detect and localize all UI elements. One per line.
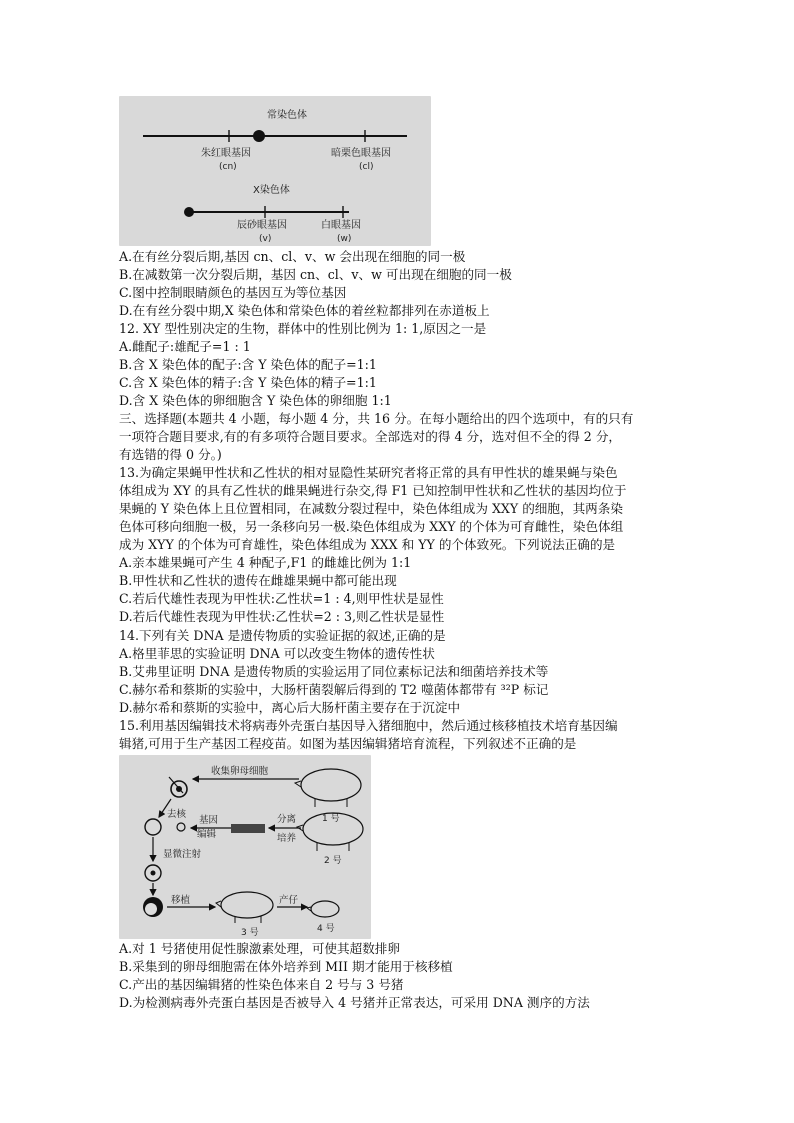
label-culture: 培养 bbox=[277, 833, 297, 844]
q11-option-d: D.在有丝分裂中期,X 染色体和常染色体的着丝粒都排列在赤道板上 bbox=[119, 303, 490, 318]
autosome-centromere bbox=[253, 130, 265, 142]
q12-option-c: C.含 X 染色体的精子:含 Y 染色体的精子=1:1 bbox=[119, 375, 377, 390]
q15-option-c: C.产出的基因编辑猪的性染色体来自 2 号与 3 号猪 bbox=[119, 977, 404, 992]
q12-option-a: A.雌配子:雄配子=1 : 1 bbox=[119, 339, 251, 354]
q11-option-c: C.图中控制眼睛颜色的基因互为等位基因 bbox=[119, 285, 347, 300]
label-birth: 产仔 bbox=[279, 895, 299, 906]
q13-stem-line-2: 体组成为 XY 的具有乙性状的雌果蝇进行杂交,得 F1 已知控制甲性状和乙性状的基因均位于 bbox=[119, 483, 627, 498]
cl-gene-name: 暗栗色眼基因 bbox=[331, 148, 391, 159]
q13-stem-line-4: 色体可移向细胞一极，另一条移向另一极.染色体组成为 XXY 的个体为可育雌性，染色体组 bbox=[119, 519, 624, 534]
label-transplant: 移植 bbox=[171, 895, 191, 906]
q14-stem: 14.下列有关 DNA 是遗传物质的实验证据的叙述,正确的是 bbox=[119, 628, 446, 643]
q15-stem-line-2: 辑猪,可用于生产基因工程疫苗。如图为基因编辑猪培育流程，下列叙述不正确的是 bbox=[119, 736, 577, 751]
label-edit: 编辑 bbox=[197, 829, 217, 840]
label-microinjection: 显微注射 bbox=[163, 849, 202, 860]
q13-option-c: C.若后代雄性表现为甲性状:乙性状=1 : 4,则甲性状是显性 bbox=[119, 591, 444, 606]
label-enucleate: 去核 bbox=[167, 809, 187, 820]
x-centromere bbox=[184, 207, 194, 217]
q14-option-d: D.赫尔希和蔡斯的实验中，离心后大肠杆菌主要存在于沉淀中 bbox=[119, 700, 461, 715]
q14-option-c: C.赫尔希和蔡斯的实验中，大肠杆菌裂解后得到的 T2 噬菌体都带有 ³²P 标记 bbox=[119, 682, 549, 697]
q15-stem-line-1: 15.利用基因编辑技术将病毒外壳蛋白基因导入猪细胞中，然后通过核移植技术培育基因编 bbox=[119, 718, 618, 733]
enucleated-oocyte-icon bbox=[145, 819, 161, 835]
label-pig-2: 2 号 bbox=[324, 856, 342, 866]
q13-option-d: D.若后代雄性表现为甲性状:乙性状=2 : 3,则乙性状是显性 bbox=[119, 609, 445, 624]
label-pig-3: 3 号 bbox=[241, 928, 259, 938]
section3-line-2: 一项符合题目要求,有的有多项符合题目要求。全部选对的得 4 分，选对但不全的得 2 分， bbox=[119, 429, 622, 444]
section3-line-1: 三、选择题(本题共 4 小题，每小题 4 分，共 16 分。在每小题给出的四个选项中，有的只有 bbox=[119, 411, 634, 426]
pig-1-icon bbox=[295, 769, 361, 807]
q13-option-a: A.亲本雄果蝇可产生 4 种配子,F1 的雌雄比例为 1:1 bbox=[119, 555, 412, 570]
q13-stem-line-3: 果蝇的 Y 染色体上且位置相同，在减数分裂过程中，染色体组成为 XXY 的细胞，其两条染 bbox=[119, 501, 623, 516]
label-collect-oocytes: 收集卵母细胞 bbox=[211, 766, 269, 777]
q12-stem: 12. XY 型性别决定的生物，群体中的性别比例为 1: 1,原因之一是 bbox=[119, 321, 487, 336]
cn-gene-symbol: (cn) bbox=[219, 162, 237, 172]
label-pig-1: 1 号 bbox=[322, 814, 340, 824]
q11-option-a: A.在有丝分裂后期,基因 cn、cl、v、w 会出现在细胞的同一极 bbox=[119, 249, 466, 264]
label-pig-4: 4 号 bbox=[317, 924, 335, 934]
q13-option-b: B.甲性状和乙性状的遗传在雌雄果蝇中都可能出现 bbox=[119, 573, 397, 588]
q12-option-b: B.含 X 染色体的配子:含 Y 染色体的配子=1:1 bbox=[119, 357, 377, 372]
q15-option-d: D.为检测病毒外壳蛋白基因是否被导入 4 号猪并正常表达，可采用 DNA 测序的方法 bbox=[119, 995, 590, 1010]
label-gene: 基因 bbox=[199, 815, 219, 826]
chromosome-gene-map bbox=[119, 96, 431, 246]
w-gene-symbol: (w) bbox=[337, 234, 352, 244]
v-gene-name: 辰砂眼基因 bbox=[237, 220, 287, 231]
edited-cell-icon bbox=[177, 823, 185, 831]
q13-stem-line-5: 成为 XYY 的个体为可育雄性，染色体组成为 XXX 和 YY 的个体致死。下列说法正确的是 bbox=[119, 537, 616, 552]
cn-gene-name: 朱红眼基因 bbox=[201, 148, 251, 159]
cl-gene-symbol: (cl) bbox=[359, 162, 374, 172]
q14-option-a: A.格里菲思的实验证明 DNA 可以改变生物体的遗传性状 bbox=[119, 646, 435, 661]
q14-option-b: B.艾弗里证明 DNA 是遗传物质的实验运用了同位素标记法和细菌培养技术等 bbox=[119, 664, 549, 679]
pig-3-icon bbox=[216, 892, 273, 923]
q13-stem-line-1: 13.为确定果蝇甲性状和乙性状的相对显隐性某研究者将正常的具有甲性状的雄果蝇与染色 bbox=[119, 465, 618, 480]
v-gene-symbol: (v) bbox=[259, 234, 272, 244]
pig-4-icon bbox=[307, 901, 339, 917]
q15-option-b: B.采集到的卵母细胞需在体外培养到 MII 期才能用于核移植 bbox=[119, 959, 453, 974]
gene-construct-icon bbox=[231, 824, 265, 833]
section3-line-3: 有选错的得 0 分。) bbox=[119, 447, 222, 462]
autosome-title: 常染色体 bbox=[267, 110, 307, 121]
w-gene-name: 白眼基因 bbox=[321, 220, 361, 231]
x-chromosome-title: X染色体 bbox=[253, 185, 290, 196]
q15-option-a: A.对 1 号猪使用促性腺激素处理，可使其超数排卵 bbox=[119, 941, 400, 956]
q11-option-b: B.在减数第一次分裂后期，基因 cn、cl、v、w 可出现在细胞的同一极 bbox=[119, 267, 512, 282]
pig-breeding-flowchart bbox=[119, 755, 371, 939]
q12-option-d: D.含 X 染色体的卵细胞含 Y 染色体的卵细胞 1:1 bbox=[119, 393, 392, 408]
label-separate: 分离 bbox=[277, 814, 297, 825]
